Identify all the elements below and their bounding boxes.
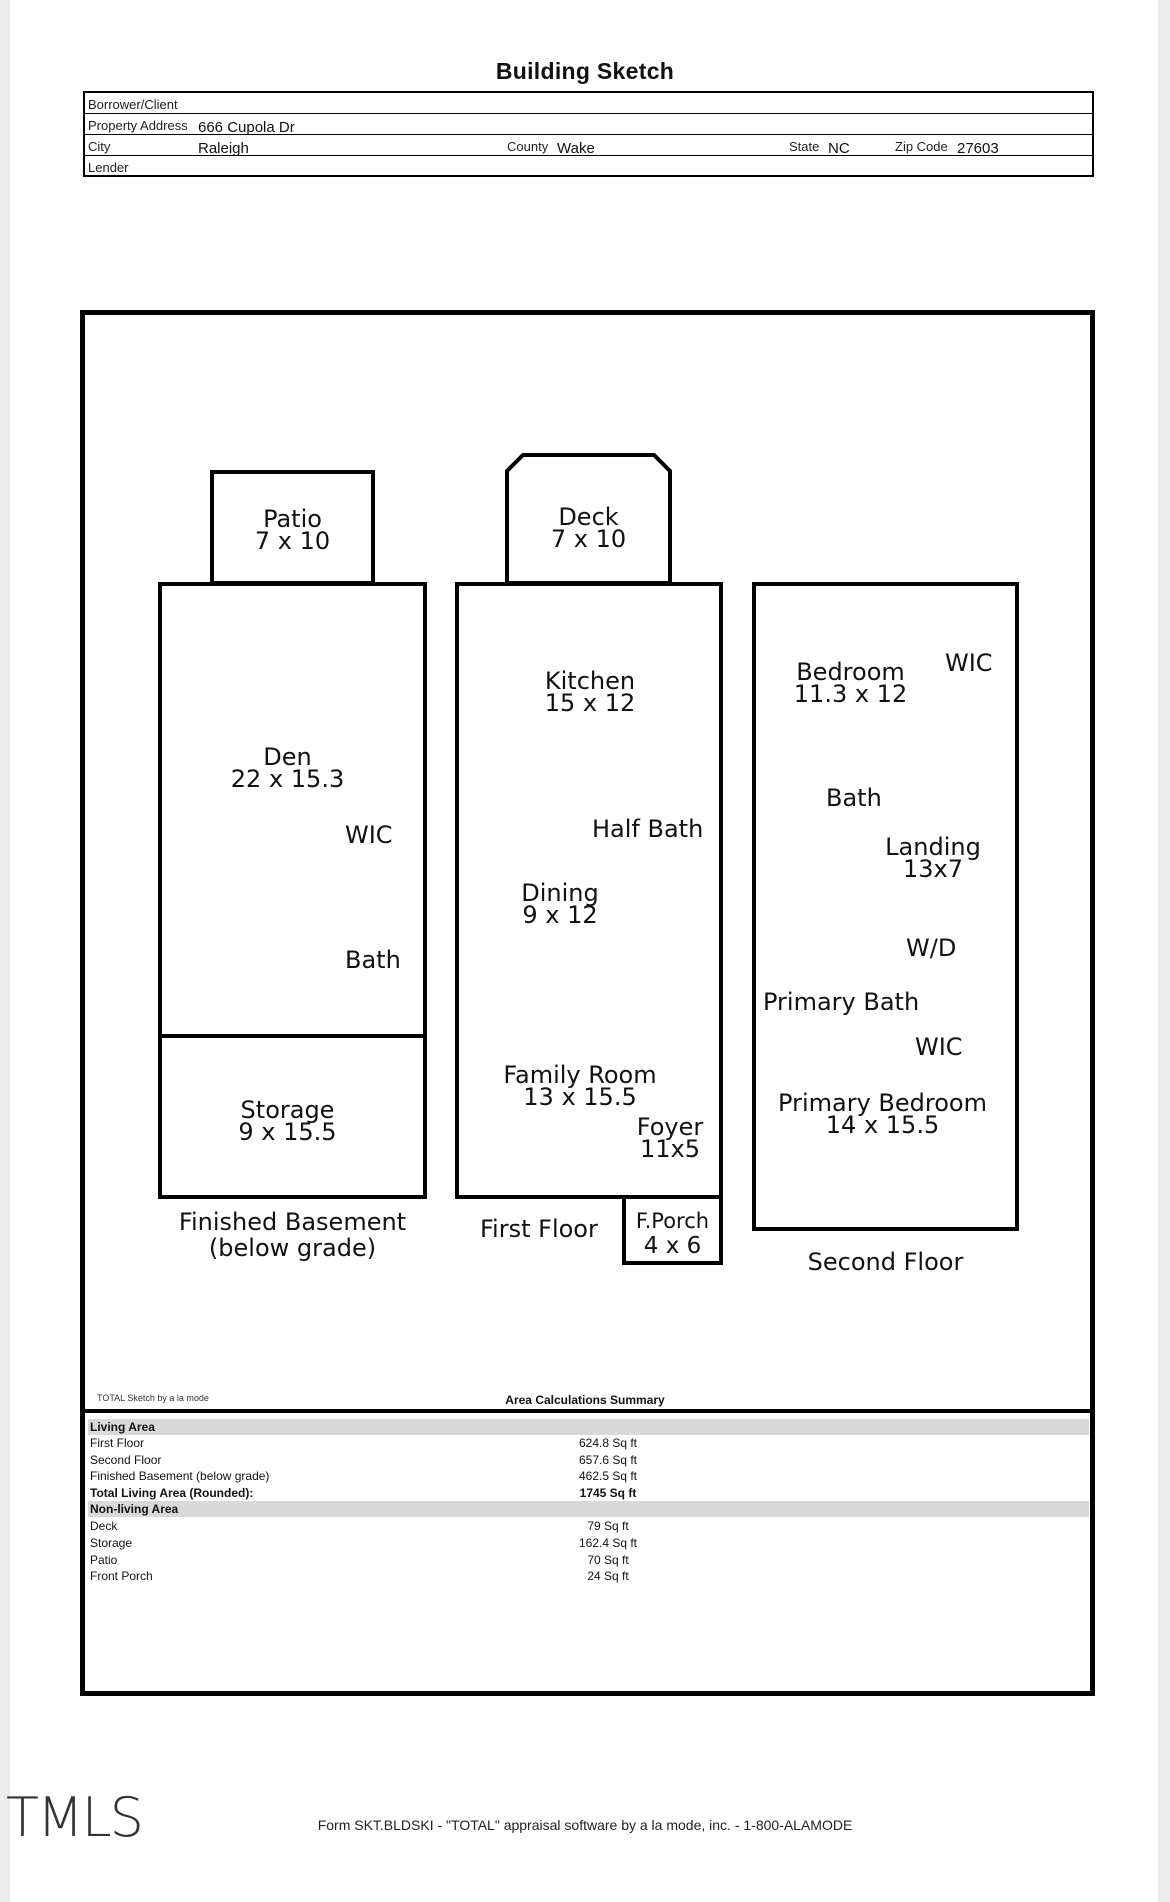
storage-label bbox=[200, 1096, 375, 1146]
non-living-area-header bbox=[88, 1501, 1089, 1517]
front-porch-label bbox=[622, 1210, 723, 1257]
patio-dim: 7 x 10 bbox=[254, 527, 331, 555]
front-porch-dim: 4 x 6 bbox=[643, 1233, 702, 1259]
summary-row bbox=[88, 1535, 1089, 1551]
summary-row bbox=[88, 1468, 1089, 1484]
summary-value: 79 Sq ft bbox=[587, 1519, 629, 1533]
address-value: 666 Cupola Dr bbox=[198, 119, 295, 136]
summary-title: Area Calculations Summary bbox=[505, 1393, 665, 1407]
bedroom-name: Bedroom bbox=[796, 658, 905, 686]
summary-row bbox=[88, 1518, 1089, 1534]
summary-value: 70 Sq ft bbox=[587, 1553, 629, 1567]
summary-value: 624.8 Sq ft bbox=[578, 1436, 638, 1450]
summary-label: Deck bbox=[90, 1519, 118, 1533]
summary-label: Storage bbox=[90, 1536, 133, 1550]
state-label: State bbox=[789, 139, 820, 154]
city-label: City bbox=[88, 139, 111, 154]
foyer-dim: 11x5 bbox=[639, 1135, 700, 1163]
upper-wic-label-2: WIC bbox=[915, 1033, 963, 1061]
borrower-label: Borrower/Client bbox=[88, 97, 178, 112]
form-footer: Form SKT.BLDSKI - "TOTAL" appraisal software by a la mode, inc. - 1-800-ALAMODE bbox=[317, 1817, 853, 1833]
total-living-row bbox=[88, 1485, 1089, 1501]
summary-row bbox=[88, 1435, 1089, 1451]
summary-label: First Floor bbox=[90, 1436, 144, 1450]
borrower-row bbox=[85, 93, 1092, 114]
foyer-label bbox=[630, 1113, 710, 1163]
den-label bbox=[200, 743, 375, 793]
zip-value: 27603 bbox=[957, 140, 999, 157]
bedroom-label bbox=[778, 658, 923, 708]
family-room-dim: 13 x 15.5 bbox=[523, 1083, 637, 1111]
primary-bedroom-name: Primary Bedroom bbox=[778, 1089, 987, 1117]
primary-bedroom-label bbox=[770, 1089, 995, 1139]
county-value: Wake bbox=[557, 140, 595, 157]
patio-name: Patio bbox=[263, 505, 322, 533]
summary-row bbox=[88, 1568, 1089, 1584]
summary-value: 162.4 Sq ft bbox=[578, 1536, 638, 1550]
non-living-area-title: Non-living Area bbox=[90, 1502, 179, 1516]
half-bath-label: Half Bath bbox=[592, 815, 704, 843]
bedroom-dim: 11.3 x 12 bbox=[793, 680, 908, 708]
address-row bbox=[85, 114, 1092, 135]
foyer-name: Foyer bbox=[636, 1113, 704, 1141]
deck-name: Deck bbox=[558, 503, 619, 531]
primary-bath-label: Primary Bath bbox=[763, 988, 920, 1016]
summary-label: Patio bbox=[90, 1553, 118, 1567]
den-name: Den bbox=[263, 743, 312, 771]
front-porch-name: F.Porch bbox=[635, 1209, 710, 1233]
family-room-name: Family Room bbox=[503, 1061, 657, 1089]
primary-bedroom-dim: 14 x 15.5 bbox=[825, 1111, 940, 1139]
summary-label: Front Porch bbox=[90, 1569, 153, 1583]
summary-value: 657.6 Sq ft bbox=[578, 1453, 638, 1467]
summary-label: Second Floor bbox=[90, 1453, 162, 1467]
upper-bath-label: Bath bbox=[826, 784, 882, 812]
wd-label: W/D bbox=[906, 934, 957, 962]
dining-label bbox=[505, 879, 615, 929]
upper-wic-label-1: WIC bbox=[945, 649, 993, 677]
kitchen-name: Kitchen bbox=[544, 667, 636, 695]
summary-divider bbox=[80, 1409, 1095, 1413]
patio-label bbox=[210, 505, 375, 555]
deck-label bbox=[505, 503, 672, 553]
deck-dim: 7 x 10 bbox=[550, 525, 627, 553]
landing-name: Landing bbox=[885, 833, 981, 861]
landing-dim: 13x7 bbox=[902, 855, 963, 883]
total-living-value: 1745 Sq ft bbox=[579, 1486, 637, 1500]
dining-dim: 9 x 12 bbox=[522, 901, 598, 929]
lender-label: Lender bbox=[88, 160, 129, 175]
county-label: County bbox=[507, 139, 549, 154]
basement-title: Finished Basement bbox=[178, 1208, 407, 1236]
dining-name: Dining bbox=[521, 879, 599, 907]
living-area-header bbox=[88, 1419, 1089, 1435]
address-label: Property Address bbox=[88, 118, 188, 133]
second-floor-label: Second Floor bbox=[807, 1248, 964, 1276]
summary-value: 462.5 Sq ft bbox=[578, 1469, 638, 1483]
basement-floor-label bbox=[158, 1208, 427, 1262]
total-living-label: Total Living Area (Rounded): bbox=[90, 1486, 254, 1500]
first-floor-label: First Floor bbox=[480, 1215, 598, 1243]
sketch-note: TOTAL Sketch by a la mode bbox=[97, 1393, 209, 1403]
city-value: Raleigh bbox=[198, 140, 249, 157]
living-area-title: Living Area bbox=[90, 1420, 155, 1434]
property-info-table bbox=[83, 91, 1094, 177]
kitchen-label bbox=[505, 667, 675, 717]
basement-bath-label: Bath bbox=[345, 946, 401, 974]
city-row bbox=[85, 135, 1092, 156]
summary-row bbox=[88, 1452, 1089, 1468]
lender-row bbox=[85, 156, 1092, 177]
storage-dim: 9 x 15.5 bbox=[238, 1118, 337, 1146]
summary-value: 24 Sq ft bbox=[587, 1569, 629, 1583]
basement-subtitle: (below grade) bbox=[208, 1234, 377, 1262]
basement-wic-label: WIC bbox=[345, 821, 393, 849]
page-title: Building Sketch bbox=[495, 58, 675, 84]
state-value: NC bbox=[828, 140, 850, 157]
summary-row bbox=[88, 1552, 1089, 1568]
zip-label: Zip Code bbox=[895, 139, 948, 154]
tmls-logo: TMLS bbox=[6, 1786, 142, 1849]
summary-label: Finished Basement (below grade) bbox=[90, 1469, 270, 1483]
landing-label bbox=[878, 833, 988, 883]
kitchen-dim: 15 x 12 bbox=[544, 689, 636, 717]
den-dim: 22 x 15.3 bbox=[230, 765, 345, 793]
storage-name: Storage bbox=[240, 1096, 335, 1124]
family-room-label bbox=[490, 1061, 670, 1111]
